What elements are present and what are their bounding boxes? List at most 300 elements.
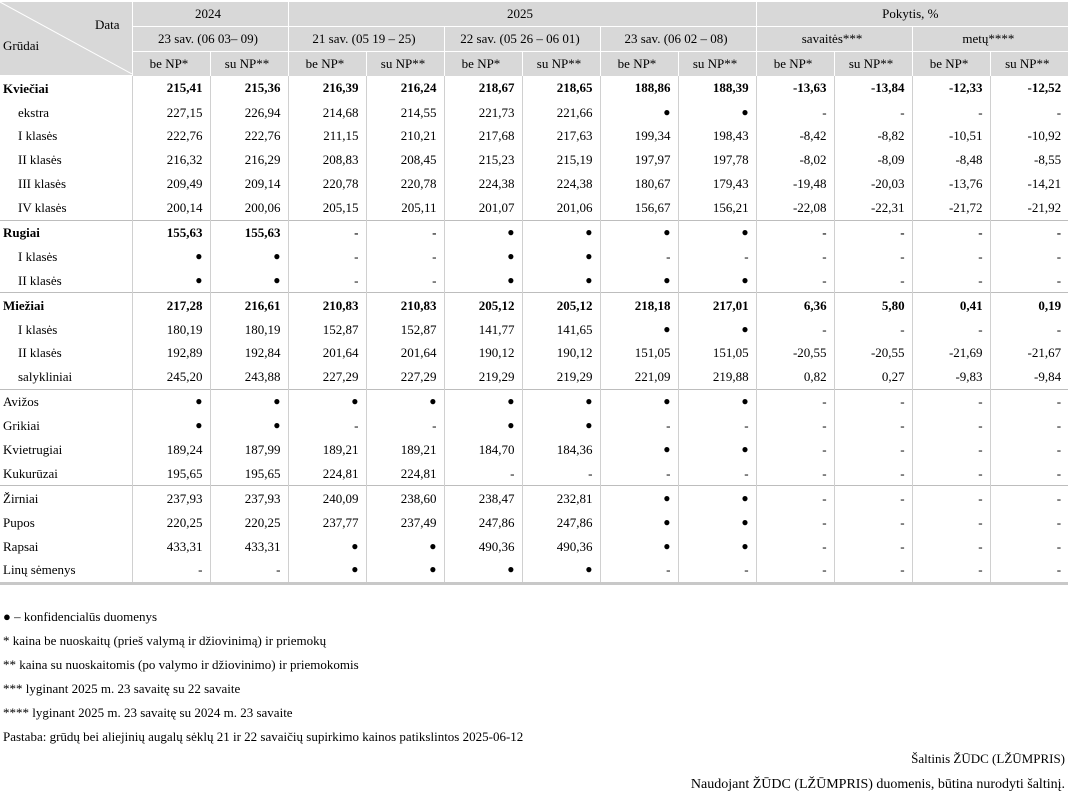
row-label: Kukurūzai [3,465,58,481]
table-cell: 217,63 [522,124,600,148]
table-cell: ● [600,220,678,244]
table-cell: 218,18 [600,293,678,317]
table-cell: 216,32 [132,148,210,172]
table-cell: 209,14 [210,172,288,196]
row-label: Kvietrugiai [3,441,63,457]
table-row [0,76,1068,100]
row-label: Kviečiai [3,80,49,96]
table-cell: ● [678,510,756,534]
table-cell: 221,66 [522,100,600,124]
table-cell: - [756,534,834,558]
week-2025-21-header: 21 sav. (05 19 – 25) [288,26,444,51]
row-label: III klasės [18,176,67,192]
table-cell: 180,19 [210,317,288,341]
col-be-np: be NP* [288,51,366,75]
col-be-np: be NP* [756,51,834,75]
table-cell: ● [210,389,288,413]
table-cell: - [912,510,990,534]
table-cell: - [834,534,912,558]
table-row [0,461,1068,485]
table-cell: ● [132,414,210,438]
table-row [0,558,1068,583]
table-cell: 220,25 [132,510,210,534]
table-cell: 184,70 [444,438,522,462]
table-cell: 216,24 [366,76,444,100]
table-cell: 141,77 [444,317,522,341]
footnote-confidential: ● – konfidencialūs duomenys [3,609,158,624]
table-cell: 189,21 [288,438,366,462]
table-cell: - [678,244,756,268]
table-cell: - [756,100,834,124]
table-cell: 201,64 [288,341,366,365]
table-row [0,317,1068,341]
table-cell: - [600,244,678,268]
table-cell: ● [444,558,522,583]
table-cell: 218,65 [522,76,600,100]
table-cell: - [600,461,678,485]
table-cell: - [990,438,1068,462]
table-cell: - [834,414,912,438]
table-cell: 184,36 [522,438,600,462]
table-cell: -8,42 [756,124,834,148]
table-cell: ● [600,438,678,462]
table-cell: - [912,558,990,583]
table-row [0,438,1068,462]
table-row [0,341,1068,365]
table-cell: - [912,220,990,244]
table-cell: ● [600,389,678,413]
table-cell: - [288,244,366,268]
table-cell: 180,19 [132,317,210,341]
table-cell: 199,34 [600,124,678,148]
table-cell: 237,49 [366,510,444,534]
row-label: Rapsai [3,538,39,554]
footnote-remark: Pastaba: grūdų bei aliejinių augalų sėklų 21 ir 22 savaičių supirkimo kainos patikslintos 2025-06-12 [3,729,524,744]
table-cell: - [834,317,912,341]
table-cell: ● [288,558,366,583]
table-cell: - [912,438,990,462]
table-cell: 155,63 [210,220,288,244]
table-cell: ● [210,268,288,292]
col-su-np: su NP** [990,51,1068,75]
table-cell: ● [288,534,366,558]
table-cell: 490,36 [522,534,600,558]
table-header [0,2,1068,76]
table-cell: - [990,220,1068,244]
table-cell: - [834,510,912,534]
table-cell: ● [366,389,444,413]
table-cell: ● [132,389,210,413]
table-cell: - [834,220,912,244]
table-cell: -21,67 [990,341,1068,365]
table-cell: ● [678,486,756,510]
table-cell: 198,43 [678,124,756,148]
row-label: Rugiai [0,220,132,244]
table-cell: -20,55 [756,341,834,365]
table-cell: ● [600,268,678,292]
table-cell: - [834,244,912,268]
week-2025-22-header: 22 sav. (05 26 – 06 01) [444,26,600,51]
col-be-np: be NP* [132,51,210,75]
table-cell: 197,78 [678,148,756,172]
table-cell: -13,76 [912,172,990,196]
table-cell: ● [600,100,678,124]
table-cell: 222,76 [210,124,288,148]
week-2024-23-header: 23 sav. (06 03– 09) [132,26,288,51]
col-su-np: su NP** [366,51,444,75]
table-row [0,414,1068,438]
table-cell: 210,21 [366,124,444,148]
table-cell: 179,43 [678,172,756,196]
table-cell: - [990,389,1068,413]
table-row [0,196,1068,220]
row-label: I klasės [18,321,58,337]
source-label: Šaltinis ŽŪDC (LŽŪMPRIS) [911,751,1065,766]
table-cell: -8,82 [834,124,912,148]
table-cell: ● [600,486,678,510]
table-cell: - [912,389,990,413]
table-cell: -9,83 [912,365,990,389]
table-cell: - [756,244,834,268]
table-cell: -22,31 [834,196,912,220]
table-cell: 156,67 [600,196,678,220]
table-cell: - [756,558,834,583]
table-cell: -21,69 [912,341,990,365]
table-cell: 216,61 [210,293,288,317]
table-cell: ● [132,244,210,268]
table-cell: ● [522,558,600,583]
change-header: Pokytis, % [756,2,1068,26]
table-cell: - [678,461,756,485]
price-table [0,2,1068,585]
table-cell: - [912,414,990,438]
table-cell: 205,11 [366,196,444,220]
table-cell: 215,36 [210,76,288,100]
table-cell: 224,81 [288,461,366,485]
table-cell: 215,41 [132,76,210,100]
table-cell: 219,88 [678,365,756,389]
table-cell: 5,80 [834,293,912,317]
table-cell: -12,52 [990,76,1068,100]
table-cell: 433,31 [132,534,210,558]
table-cell: - [834,100,912,124]
table-cell: 208,45 [366,148,444,172]
table-row [0,100,1068,124]
table-cell: ● [444,220,522,244]
table-cell: 200,06 [210,196,288,220]
table-body [0,76,1068,584]
table-cell: 152,87 [288,317,366,341]
footnote-su-np: ** kaina su nuoskaitomis (po valymo ir džiovinimo) ir priemokomis [3,657,359,672]
table-cell: 433,31 [210,534,288,558]
table-cell: 247,86 [522,510,600,534]
table-cell: 152,87 [366,317,444,341]
table-cell: 237,77 [288,510,366,534]
corner-data-label: Data [94,17,120,32]
table-cell: - [990,268,1068,292]
table-cell: -8,48 [912,148,990,172]
col-be-np: be NP* [912,51,990,75]
table-cell: 141,65 [522,317,600,341]
table-cell: 216,39 [288,76,366,100]
table-cell: - [834,461,912,485]
year-2025-header: 2025 [288,2,756,26]
table-cell: - [756,438,834,462]
table-cell: ● [522,414,600,438]
table-cell: -8,02 [756,148,834,172]
table-cell: - [990,534,1068,558]
table-cell: 227,15 [132,100,210,124]
table-cell: 188,86 [600,76,678,100]
table-cell: 232,81 [522,486,600,510]
table-cell: - [834,558,912,583]
table-cell: - [756,461,834,485]
table-cell: -20,55 [834,341,912,365]
table-cell: - [990,100,1068,124]
table-cell: 6,36 [756,293,834,317]
table-cell: ● [366,558,444,583]
row-label: I klasės [18,128,58,144]
table-cell: ● [444,389,522,413]
table-cell: - [366,220,444,244]
table-cell: ● [522,220,600,244]
table-cell: - [912,268,990,292]
table-cell: 221,73 [444,100,522,124]
table-cell: 220,78 [366,172,444,196]
table-cell: ● [678,317,756,341]
table-cell: ● [444,414,522,438]
table-cell: 201,06 [522,196,600,220]
table-cell: - [912,317,990,341]
table-cell: 221,09 [600,365,678,389]
table-cell: - [756,486,834,510]
year-2024-header: 2024 [132,2,288,26]
table-cell: 205,15 [288,196,366,220]
corner-header [0,2,132,76]
col-be-np: be NP* [444,51,522,75]
row-label: Linų sėmenys [0,558,132,583]
table-cell: 210,83 [288,293,366,317]
row-label: Žirniai [0,486,132,510]
weekly-change-header: savaitės*** [756,26,912,51]
table-cell: - [678,558,756,583]
table-cell: ● [678,268,756,292]
table-cell: - [990,510,1068,534]
table-cell: 192,84 [210,341,288,365]
table-cell: 151,05 [600,341,678,365]
table-cell: 0,19 [990,293,1068,317]
table-cell: ● [678,389,756,413]
table-cell: 189,21 [366,438,444,462]
table-cell: 215,23 [444,148,522,172]
col-su-np: su NP** [210,51,288,75]
table-cell: 195,65 [210,461,288,485]
table-cell: 238,47 [444,486,522,510]
table-cell: 188,39 [678,76,756,100]
row-label: Avižos [0,389,132,413]
table-cell: 151,05 [678,341,756,365]
table-cell: - [990,317,1068,341]
table-cell: - [366,414,444,438]
row-label: Grikiai [3,418,40,434]
row-label: II klasės [18,152,62,168]
table-cell: - [990,486,1068,510]
table-cell: - [444,461,522,485]
row-label: IV klasės [18,200,67,216]
table-row [0,486,1068,510]
table-cell: 490,36 [444,534,522,558]
table-cell: 222,76 [132,124,210,148]
row-label: salykliniai [18,369,73,385]
table-cell: - [990,461,1068,485]
table-cell: - [288,268,366,292]
table-cell: - [834,438,912,462]
footnotes [3,608,1063,752]
table-cell: 247,86 [444,510,522,534]
table-cell: 214,55 [366,100,444,124]
table-cell: 209,49 [132,172,210,196]
table-cell: 190,12 [522,341,600,365]
table-cell: 0,41 [912,293,990,317]
table-cell: 187,99 [210,438,288,462]
col-su-np: su NP** [522,51,600,75]
table-cell: -22,08 [756,196,834,220]
source-usage-note: Naudojant ŽŪDC (LŽŪMPRIS) duomenis, būtina nurodyti šaltinį. [690,777,1065,792]
table-cell: - [756,414,834,438]
table-cell: -21,92 [990,196,1068,220]
table-row [0,244,1068,268]
table-cell: ● [600,317,678,341]
table-cell: - [990,558,1068,583]
table-cell: 226,94 [210,100,288,124]
table-row [0,293,1068,317]
table-cell: 218,67 [444,76,522,100]
table-cell: ● [522,389,600,413]
table-cell: 211,15 [288,124,366,148]
table-cell: ● [522,244,600,268]
table-cell: ● [366,534,444,558]
row-label: Pupos [3,514,35,530]
footnote-weekly: *** lyginant 2025 m. 23 savaitę su 22 savaite [3,681,241,696]
table-cell: - [912,486,990,510]
table-cell: - [756,220,834,244]
table-cell: ● [210,414,288,438]
table-cell: 217,68 [444,124,522,148]
table-cell: - [990,244,1068,268]
table-row [0,148,1068,172]
table-cell: -13,63 [756,76,834,100]
table-cell: - [990,414,1068,438]
table-cell: 201,07 [444,196,522,220]
row-label: II klasės [18,345,62,361]
table-cell: - [834,389,912,413]
table-cell: - [756,389,834,413]
table-cell: - [912,100,990,124]
table-cell: ● [444,268,522,292]
table-cell: ● [678,438,756,462]
table-cell: 227,29 [366,365,444,389]
table-cell: 220,25 [210,510,288,534]
table-cell: -20,03 [834,172,912,196]
table-cell: - [912,244,990,268]
row-label: I klasės [18,248,58,264]
table-cell: 214,68 [288,100,366,124]
table-cell: ● [444,244,522,268]
table-row [0,220,1068,244]
table-cell: 208,83 [288,148,366,172]
table-cell: 189,24 [132,438,210,462]
table-cell: 245,20 [132,365,210,389]
table-cell: - [288,220,366,244]
table-cell: 240,09 [288,486,366,510]
table-cell: - [522,461,600,485]
table-cell: ● [678,220,756,244]
table-cell: -8,55 [990,148,1068,172]
table-cell: 0,82 [756,365,834,389]
table-cell: - [756,317,834,341]
table-cell: - [366,244,444,268]
table-cell: 243,88 [210,365,288,389]
table-cell: - [912,534,990,558]
table-row [0,365,1068,389]
table-cell: 224,81 [366,461,444,485]
footnote-be-np: * kaina be nuoskaitų (prieš valymą ir džiovinimą) ir priemokų [3,633,327,648]
table-cell: -10,92 [990,124,1068,148]
table-cell: ● [288,389,366,413]
row-label: II klasės [18,272,62,288]
table-cell: - [678,414,756,438]
table-cell: 195,65 [132,461,210,485]
table-cell: - [912,461,990,485]
table-row [0,534,1068,558]
table-cell: - [756,268,834,292]
table-cell: ● [132,268,210,292]
table-row [0,510,1068,534]
table-cell: 217,01 [678,293,756,317]
table-cell: 155,63 [132,220,210,244]
corner-grudai-label: Grūdai [3,38,40,53]
table-cell: -19,48 [756,172,834,196]
table-cell: - [288,414,366,438]
table-cell: 197,97 [600,148,678,172]
table-cell: 227,29 [288,365,366,389]
table-cell: 216,29 [210,148,288,172]
table-cell: - [834,486,912,510]
table-cell: 201,64 [366,341,444,365]
table-cell: -8,09 [834,148,912,172]
table-cell: 237,93 [210,486,288,510]
table-cell: 219,29 [522,365,600,389]
table-cell: 217,28 [132,293,210,317]
table-cell: 0,27 [834,365,912,389]
table-cell: - [756,510,834,534]
col-be-np: be NP* [600,51,678,75]
table-cell: -10,51 [912,124,990,148]
table-cell: 237,93 [132,486,210,510]
table-cell: 220,78 [288,172,366,196]
table-cell: ● [600,510,678,534]
table-cell: - [600,414,678,438]
table-cell: 205,12 [444,293,522,317]
table-cell: 224,38 [444,172,522,196]
table-cell: ● [522,268,600,292]
table-row [0,268,1068,292]
yearly-change-header: metų**** [912,26,1068,51]
row-label: ekstra [18,104,50,120]
table-cell: 219,29 [444,365,522,389]
table-cell: -13,84 [834,76,912,100]
table-cell: 215,19 [522,148,600,172]
